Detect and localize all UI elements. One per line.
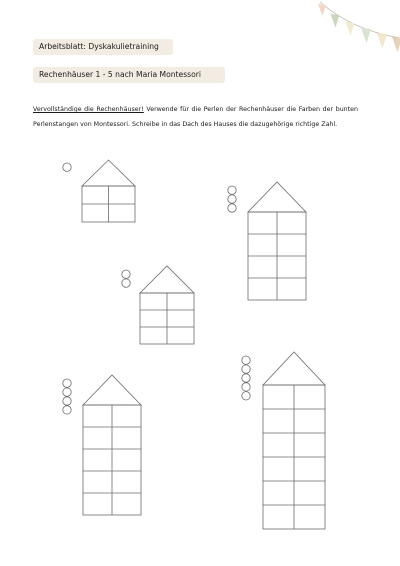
bead-circle[interactable]: [228, 186, 236, 194]
bunting-flag: [361, 28, 371, 43]
bead-circle[interactable]: [228, 195, 236, 203]
bead-circle[interactable]: [242, 392, 250, 400]
math-house-2: [122, 266, 194, 344]
worksheet-subtitle: Rechenhäuser 1 - 5 nach Maria Montessori: [33, 67, 225, 83]
bunting-flag: [331, 14, 340, 28]
bead-circle[interactable]: [63, 379, 71, 387]
bead-circle[interactable]: [242, 383, 250, 391]
instructions-paragraph: [33, 102, 358, 132]
house-roof[interactable]: [248, 182, 306, 212]
math-house-4: [63, 375, 141, 515]
math-house-1: [63, 160, 135, 222]
bead-circle[interactable]: [63, 163, 71, 171]
bunting-string: [320, 2, 400, 38]
worksheet-title: Arbeitsblatt: Dyskakulietraining: [33, 39, 173, 55]
math-houses: [63, 160, 325, 529]
bunting-flag: [346, 22, 355, 36]
bead-circle[interactable]: [122, 279, 130, 287]
bead-circle[interactable]: [242, 365, 250, 373]
bunting-garland: [318, 2, 400, 52]
bead-circle[interactable]: [228, 204, 236, 212]
instructions-underlined: Vervollständige die Rechenhäuser!: [33, 106, 144, 113]
bead-circle[interactable]: [122, 270, 130, 278]
house-roof[interactable]: [82, 160, 135, 186]
house-roof[interactable]: [140, 266, 194, 293]
bead-circle[interactable]: [242, 356, 250, 364]
instructions-text: Verwende für die Perlen der Rechenhäuser die Farben der bunten Perlenstangen von Montessori. Schreibe in das Dach des Hauses die dazugehörige richtige Zahl.: [33, 106, 359, 128]
bead-circle[interactable]: [242, 374, 250, 382]
bunting-flag: [392, 37, 400, 52]
bead-circle[interactable]: [63, 388, 71, 396]
bunting-flag: [377, 33, 387, 48]
bunting-flag: [318, 4, 326, 16]
bead-circle[interactable]: [63, 397, 71, 405]
math-house-3: [228, 182, 306, 300]
house-roof[interactable]: [83, 375, 141, 405]
math-house-5: [242, 352, 325, 529]
bead-circle[interactable]: [63, 406, 71, 414]
house-roof[interactable]: [263, 352, 325, 385]
